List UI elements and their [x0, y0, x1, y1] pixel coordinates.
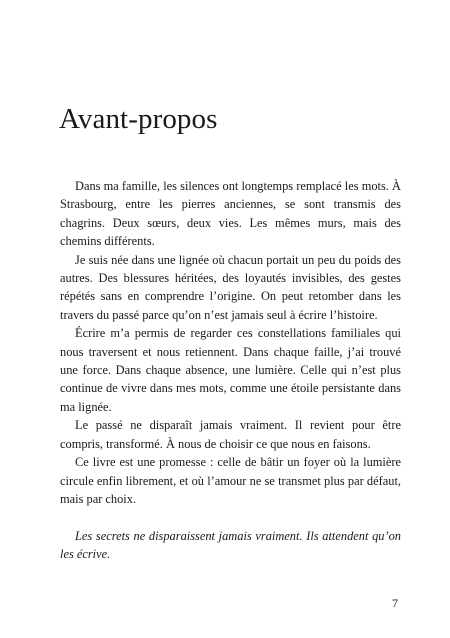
paragraph: Ce livre est une promesse : celle de bâtir un foyer où la lumière circule enfin librement, et où l’amour ne se transmet plus par défaut, mais par choix. — [60, 455, 401, 506]
paragraph: Dans ma famille, les silences ont longtemps remplacé les mots. À Strasbourg, entre les pierres anciennes, se sont transmis des chagrins. Deux sœurs, deux vies. Les mêmes murs, mais des chemins différents. — [60, 179, 401, 249]
paragraph: Je suis née dans une lignée où chacun portait un peu du poids des autres. Des blessures héritées, des loyautés invisibles, des gestes répétés sans en comprendre l’origine. On peut retomber dans les travers du passé parce qu’on n’est jamais seul à écrire l’histoire. — [60, 252, 401, 322]
paragraph: Le passé ne disparaît jamais vraiment. Il revient pour être compris, transformé. À nous de choisir ce que nous en faisons. — [60, 418, 401, 451]
paragraph: Écrire m’a permis de regarder ces constellations familiales qui nous traversent et nous retiennent. Dans chaque faille, j’ai trouvé une force. Dans chaque absence, une lumière. Celle qui n’est plus continue de vivre dans mes mots, comme une étoile persistante dans ma lignée. — [60, 326, 401, 414]
page-number: 7 — [392, 596, 398, 610]
closing-quote: Les secrets ne disparaissent jamais vraiment. Ils attendent qu’on les écrive. — [60, 528, 401, 562]
body-text — [60, 177, 401, 564]
chapter-title: Avant-propos — [59, 103, 218, 135]
